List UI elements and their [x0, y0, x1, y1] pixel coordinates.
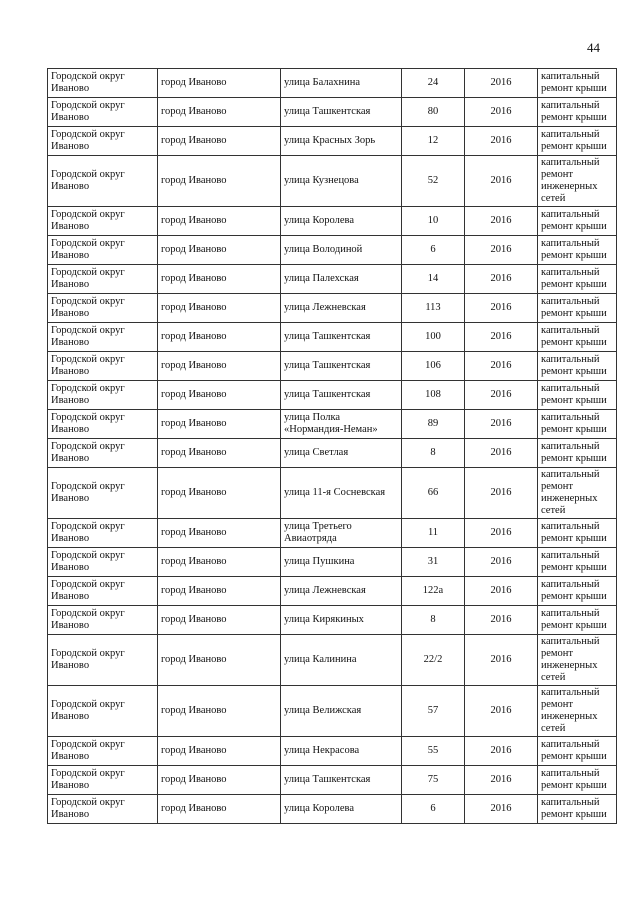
- district-cell: Городской округ Иваново: [48, 381, 158, 410]
- year-cell: 2016: [465, 737, 538, 766]
- year-cell: 2016: [465, 381, 538, 410]
- house-number-cell: 24: [402, 69, 465, 98]
- district-cell: Городской округ Иваново: [48, 795, 158, 824]
- year-cell: 2016: [465, 606, 538, 635]
- city-cell: город Иваново: [158, 410, 281, 439]
- page-number: 44: [587, 40, 600, 55]
- year-cell: 2016: [465, 323, 538, 352]
- registry-table: [47, 68, 617, 824]
- year-cell: 2016: [465, 577, 538, 606]
- work-type-cell: капитальный ремонт крыши: [538, 519, 617, 548]
- table-row: [48, 156, 617, 207]
- city-cell: город Иваново: [158, 265, 281, 294]
- table-row: [48, 766, 617, 795]
- street-cell: улица Калинина: [281, 635, 402, 686]
- table-row: [48, 323, 617, 352]
- table-row: [48, 737, 617, 766]
- year-cell: 2016: [465, 766, 538, 795]
- district-cell: Городской округ Иваново: [48, 294, 158, 323]
- district-cell: Городской округ Иваново: [48, 468, 158, 519]
- district-cell: Городской округ Иваново: [48, 69, 158, 98]
- city-cell: город Иваново: [158, 127, 281, 156]
- city-cell: город Иваново: [158, 686, 281, 737]
- table-row: [48, 410, 617, 439]
- city-cell: город Иваново: [158, 766, 281, 795]
- district-cell: Городской округ Иваново: [48, 127, 158, 156]
- work-type-cell: капитальный ремонт крыши: [538, 766, 617, 795]
- street-cell: улица 11-я Сосневская: [281, 468, 402, 519]
- work-type-cell: капитальный ремонт крыши: [538, 795, 617, 824]
- work-type-cell: капитальный ремонт инженерных сетей: [538, 156, 617, 207]
- house-number-cell: 8: [402, 439, 465, 468]
- year-cell: 2016: [465, 98, 538, 127]
- work-type-cell: капитальный ремонт крыши: [538, 127, 617, 156]
- house-number-cell: 8: [402, 606, 465, 635]
- district-cell: Городской округ Иваново: [48, 98, 158, 127]
- city-cell: город Иваново: [158, 635, 281, 686]
- table-row: [48, 635, 617, 686]
- year-cell: 2016: [465, 207, 538, 236]
- year-cell: 2016: [465, 439, 538, 468]
- street-cell: улица Третьего Авиаотряда: [281, 519, 402, 548]
- table-row: [48, 294, 617, 323]
- year-cell: 2016: [465, 127, 538, 156]
- district-cell: Городской округ Иваново: [48, 577, 158, 606]
- street-cell: улица Королева: [281, 795, 402, 824]
- house-number-cell: 75: [402, 766, 465, 795]
- house-number-cell: 122а: [402, 577, 465, 606]
- city-cell: город Иваново: [158, 236, 281, 265]
- city-cell: город Иваново: [158, 548, 281, 577]
- table-row: [48, 686, 617, 737]
- work-type-cell: капитальный ремонт крыши: [538, 207, 617, 236]
- street-cell: улица Ташкентская: [281, 323, 402, 352]
- year-cell: 2016: [465, 265, 538, 294]
- district-cell: Городской округ Иваново: [48, 156, 158, 207]
- district-cell: Городской округ Иваново: [48, 352, 158, 381]
- street-cell: улица Лежневская: [281, 294, 402, 323]
- table-row: [48, 519, 617, 548]
- house-number-cell: 80: [402, 98, 465, 127]
- city-cell: город Иваново: [158, 69, 281, 98]
- city-cell: город Иваново: [158, 795, 281, 824]
- registry-body: [48, 69, 617, 824]
- table-row: [48, 207, 617, 236]
- street-cell: улица Светлая: [281, 439, 402, 468]
- street-cell: улица Балахнина: [281, 69, 402, 98]
- house-number-cell: 52: [402, 156, 465, 207]
- table-row: [48, 236, 617, 265]
- year-cell: 2016: [465, 69, 538, 98]
- work-type-cell: капитальный ремонт крыши: [538, 606, 617, 635]
- street-cell: улица Королева: [281, 207, 402, 236]
- work-type-cell: капитальный ремонт крыши: [538, 265, 617, 294]
- street-cell: улица Ташкентская: [281, 352, 402, 381]
- street-cell: улица Пушкина: [281, 548, 402, 577]
- table-row: [48, 548, 617, 577]
- district-cell: Городской округ Иваново: [48, 323, 158, 352]
- district-cell: Городской округ Иваново: [48, 265, 158, 294]
- table-row: [48, 69, 617, 98]
- street-cell: улица Некрасова: [281, 737, 402, 766]
- district-cell: Городской округ Иваново: [48, 410, 158, 439]
- city-cell: город Иваново: [158, 352, 281, 381]
- district-cell: Городской округ Иваново: [48, 548, 158, 577]
- table-row: [48, 381, 617, 410]
- work-type-cell: капитальный ремонт крыши: [538, 577, 617, 606]
- work-type-cell: капитальный ремонт инженерных сетей: [538, 635, 617, 686]
- house-number-cell: 100: [402, 323, 465, 352]
- year-cell: 2016: [465, 294, 538, 323]
- house-number-cell: 6: [402, 795, 465, 824]
- city-cell: город Иваново: [158, 294, 281, 323]
- year-cell: 2016: [465, 236, 538, 265]
- street-cell: улица Лежневская: [281, 577, 402, 606]
- district-cell: Городской округ Иваново: [48, 737, 158, 766]
- street-cell: улица Палехская: [281, 265, 402, 294]
- house-number-cell: 22/2: [402, 635, 465, 686]
- work-type-cell: капитальный ремонт крыши: [538, 381, 617, 410]
- work-type-cell: капитальный ремонт крыши: [538, 69, 617, 98]
- house-number-cell: 57: [402, 686, 465, 737]
- house-number-cell: 89: [402, 410, 465, 439]
- year-cell: 2016: [465, 468, 538, 519]
- city-cell: город Иваново: [158, 439, 281, 468]
- city-cell: город Иваново: [158, 606, 281, 635]
- year-cell: 2016: [465, 686, 538, 737]
- house-number-cell: 55: [402, 737, 465, 766]
- house-number-cell: 106: [402, 352, 465, 381]
- city-cell: город Иваново: [158, 98, 281, 127]
- street-cell: улица Ташкентская: [281, 98, 402, 127]
- district-cell: Городской округ Иваново: [48, 439, 158, 468]
- city-cell: город Иваново: [158, 577, 281, 606]
- district-cell: Городской округ Иваново: [48, 207, 158, 236]
- work-type-cell: капитальный ремонт крыши: [538, 548, 617, 577]
- district-cell: Городской округ Иваново: [48, 236, 158, 265]
- work-type-cell: капитальный ремонт крыши: [538, 352, 617, 381]
- table-row: [48, 352, 617, 381]
- street-cell: улица Красных Зорь: [281, 127, 402, 156]
- house-number-cell: 108: [402, 381, 465, 410]
- table-row: [48, 265, 617, 294]
- street-cell: улица Володиной: [281, 236, 402, 265]
- work-type-cell: капитальный ремонт крыши: [538, 98, 617, 127]
- work-type-cell: капитальный ремонт инженерных сетей: [538, 686, 617, 737]
- house-number-cell: 10: [402, 207, 465, 236]
- year-cell: 2016: [465, 156, 538, 207]
- district-cell: Городской округ Иваново: [48, 519, 158, 548]
- work-type-cell: капитальный ремонт крыши: [538, 294, 617, 323]
- street-cell: улица Полка «Нормандия-Неман»: [281, 410, 402, 439]
- street-cell: улица Кирякиных: [281, 606, 402, 635]
- district-cell: Городской округ Иваново: [48, 766, 158, 795]
- city-cell: город Иваново: [158, 519, 281, 548]
- table-row: [48, 795, 617, 824]
- city-cell: город Иваново: [158, 323, 281, 352]
- year-cell: 2016: [465, 352, 538, 381]
- work-type-cell: капитальный ремонт крыши: [538, 323, 617, 352]
- district-cell: Городской округ Иваново: [48, 686, 158, 737]
- street-cell: улица Велижская: [281, 686, 402, 737]
- district-cell: Городской округ Иваново: [48, 635, 158, 686]
- table-row: [48, 577, 617, 606]
- table-row: [48, 98, 617, 127]
- house-number-cell: 14: [402, 265, 465, 294]
- year-cell: 2016: [465, 795, 538, 824]
- year-cell: 2016: [465, 635, 538, 686]
- table-row: [48, 439, 617, 468]
- year-cell: 2016: [465, 548, 538, 577]
- house-number-cell: 31: [402, 548, 465, 577]
- year-cell: 2016: [465, 519, 538, 548]
- city-cell: город Иваново: [158, 207, 281, 236]
- house-number-cell: 11: [402, 519, 465, 548]
- street-cell: улица Ташкентская: [281, 766, 402, 795]
- work-type-cell: капитальный ремонт крыши: [538, 236, 617, 265]
- street-cell: улица Кузнецова: [281, 156, 402, 207]
- work-type-cell: капитальный ремонт крыши: [538, 439, 617, 468]
- work-type-cell: капитальный ремонт крыши: [538, 410, 617, 439]
- city-cell: город Иваново: [158, 737, 281, 766]
- house-number-cell: 66: [402, 468, 465, 519]
- house-number-cell: 12: [402, 127, 465, 156]
- year-cell: 2016: [465, 410, 538, 439]
- work-type-cell: капитальный ремонт крыши: [538, 737, 617, 766]
- city-cell: город Иваново: [158, 468, 281, 519]
- city-cell: город Иваново: [158, 156, 281, 207]
- table-row: [48, 606, 617, 635]
- city-cell: город Иваново: [158, 381, 281, 410]
- house-number-cell: 6: [402, 236, 465, 265]
- work-type-cell: капитальный ремонт инженерных сетей: [538, 468, 617, 519]
- street-cell: улица Ташкентская: [281, 381, 402, 410]
- table-row: [48, 127, 617, 156]
- district-cell: Городской округ Иваново: [48, 606, 158, 635]
- table-row: [48, 468, 617, 519]
- house-number-cell: 113: [402, 294, 465, 323]
